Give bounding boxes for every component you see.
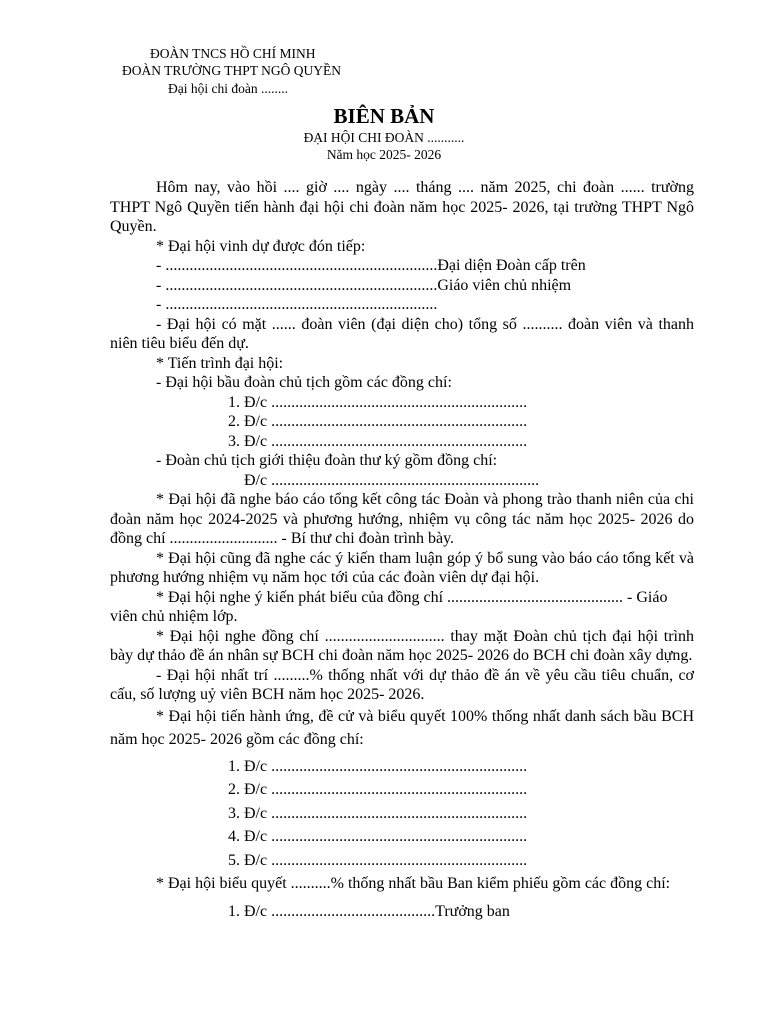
guest-line-1: - ....................................................................Đại diện Đoàn cấp trên (156, 257, 586, 274)
bch-member-3: 3. Đ/c ................................................................ (228, 804, 528, 822)
bch-member-1: 1. Đ/c ................................................................ (228, 757, 528, 775)
discussion-paragraph: * Đại hội cũng đã nghe các ý kiến tham luận góp ý bổ sung vào báo cáo tổng kết và phương hướng nhiệm vụ năm học tới của các đoàn viên dự đại hội. (110, 549, 694, 586)
personnel-draft-paragraph: * Đại hội nghe đồng chí .............................. thay mặt Đoàn chủ tịch đại hội trình bày dự thảo đề án nhân sự BCH chi đoàn năm học 2025- 2026 do BCH chi đoàn xây dựng. (110, 627, 694, 664)
presidium-heading: - Đại hội bầu đoàn chủ tịch gồm các đồng chí: (156, 374, 452, 391)
presidium-member-2: 2. Đ/c ................................................................ (228, 413, 528, 430)
presidium-member-1: 1. Đ/c ................................................................ (228, 393, 528, 411)
org-line-1: ĐOÀN TNCS HỒ CHÍ MINH (150, 46, 316, 61)
org-line-3: Đại hội chi đoàn ........ (168, 81, 288, 96)
guests-heading: * Đại hội vinh dự được đón tiếp: (156, 237, 366, 255)
bch-member-2: 2. Đ/c ................................................................ (228, 781, 528, 798)
committee-member-1: 1. Đ/c .........................................Trưởng ban (228, 903, 510, 920)
document-body (110, 178, 694, 923)
guest-line-2: - ....................................................................Giáo viên chủ nhiệm (156, 276, 572, 294)
intro-paragraph: Hôm nay, vào hồi .... giờ .... ngày .... tháng .... năm 2025, chi đoàn ...... trường THPT Ngô Quyền tiến hành đại hội chi đoàn năm học 2025- 2026, tại trường THPT Ngô Quyền. (110, 179, 694, 235)
org-line-2: ĐOÀN TRƯỜNG THPT NGÔ QUYỀN (122, 63, 341, 78)
document-subtitle: ĐẠI HỘI CHI ĐOÀN ........... (303, 130, 465, 145)
presidium-member-3: 3. Đ/c ................................................................ (228, 432, 528, 450)
school-year: Năm học 2025- 2026 (326, 147, 442, 162)
document-title: BIÊN BẢN (333, 104, 435, 128)
process-heading: * Tiến trình đại hội: (156, 354, 284, 372)
bch-member-5: 5. Đ/c ................................................................ (228, 851, 528, 869)
agreement-paragraph: - Đại hội nhất trí .........% thống nhất với dự thảo đề án về yêu cầu tiêu chuẩn, cơ cấu, số lượng uỷ viên BCH năm học 2025- 2026. (110, 666, 694, 703)
bch-member-4: 4. Đ/c ................................................................ (228, 828, 528, 845)
vote-committee-paragraph: * Đại hội biểu quyết ..........% thống nhất bầu Ban kiểm phiếu gồm các đồng chí: (156, 875, 671, 892)
election-paragraph: * Đại hội tiến hành ứng, đề cử và biểu quyết 100% thống nhất danh sách bầu BCH năm học 2025- 2026 gồm các đồng chí: (110, 707, 694, 748)
report-paragraph: * Đại hội đã nghe báo cáo tổng kết công tác Đoàn và phong trào thanh niên của chi đoàn năm học 2024-2025 và phương hướng, nhiệm vụ công tác năm học 2025- 2026 do đồng chí ........................... - Bí thư chi đoàn trình bày. (110, 491, 694, 547)
secretary-heading: - Đoàn chủ tịch giới thiệu đoàn thư ký gồm đồng chí: (156, 452, 498, 469)
guest-line-3: - .................................................................... (156, 296, 438, 313)
teacher-speech-paragraph: * Đại hội nghe ý kiến phát biểu của đồng chí ............................................ - Giáo viên chủ nhiệm lớp. (110, 588, 668, 625)
secretary-member: Đ/c ................................................................... (244, 471, 540, 489)
attendance-paragraph: - Đại hội có mặt ...... đoàn viên (đại diện cho) tổng số .......... đoàn viên và thanh niên tiêu biểu đến dự. (110, 315, 694, 352)
